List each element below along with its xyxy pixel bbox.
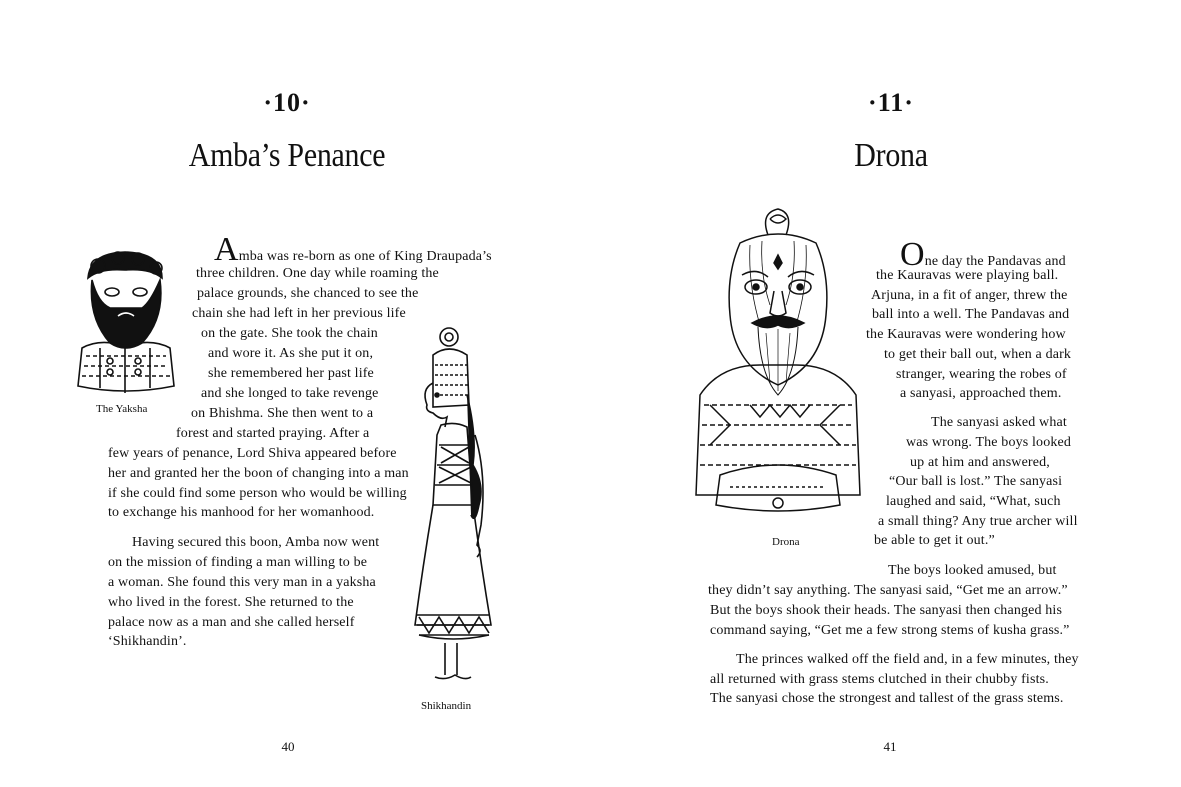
text-line: stranger, wearing the robes of [896, 367, 1067, 382]
chapter-number: ·11· [868, 88, 914, 117]
text-line: The sanyasi chose the strongest and tallest of the grass stems. [710, 691, 1064, 706]
drona-caption: Drona [772, 536, 800, 548]
text-line: “Our ball is lost.” The sanyasi [889, 474, 1063, 489]
text-line: be able to get it out.” [874, 533, 995, 548]
text-line: laughed and said, “What, such [886, 494, 1061, 509]
text-line: her and granted her the boon of changing into a man [108, 466, 409, 481]
text-line: on the gate. She took the chain [201, 326, 378, 341]
drop-cap: A [214, 231, 239, 268]
yaksha-caption: The Yaksha [96, 403, 148, 415]
drop-cap: O [900, 236, 925, 273]
text-line: was wrong. The boys looked [906, 435, 1072, 450]
text-line: on Bhishma. She then went to a [191, 406, 374, 421]
text-line: to get their ball out, when a dark [884, 347, 1072, 362]
text-line: on the mission of finding a man willing to be [108, 555, 368, 570]
text-line: and wore it. As she put it on, [208, 346, 374, 361]
text-line: palace now as a man and she called herself [108, 615, 355, 630]
text-line: the Kauravas were playing ball. [876, 268, 1059, 283]
text-line: The boys looked amused, but [888, 563, 1057, 578]
text-line: But the boys shook their heads. The sanyasi then changed his [710, 603, 1063, 618]
text-line: three children. One day while roaming the [196, 266, 439, 281]
yaksha-illustration [70, 248, 180, 398]
shikhandin-caption: Shikhandin [421, 700, 472, 712]
chapter-title: Drona [854, 137, 928, 174]
text-line: a sanyasi, approached them. [900, 386, 1062, 401]
page-number: 41 [883, 739, 897, 754]
drona-illustration [690, 205, 865, 525]
right-page [590, 0, 1181, 787]
text-line: a small thing? Any true archer will [878, 514, 1078, 529]
text-line: who lived in the forest. She returned to the [108, 595, 354, 610]
text-line: command saying, “Get me a few strong stems of kusha grass.” [710, 623, 1070, 638]
text-line: all returned with grass stems clutched in their chubby fists. [710, 672, 1049, 687]
text-line: Amba was re-born as one of King Draupada’s [214, 231, 492, 268]
text-line: The princes walked off the field and, in a few minutes, they [736, 652, 1079, 667]
text-line: ‘Shikhandin’. [108, 634, 187, 649]
page-number: 40 [281, 739, 295, 754]
text-line: to exchange his manhood for her womanhood. [108, 505, 375, 520]
text-line: they didn’t say anything. The sanyasi said, “Get me an arrow.” [708, 583, 1068, 598]
chapter-number: ·10· [263, 88, 311, 117]
text-line: few years of penance, Lord Shiva appeared before [108, 446, 397, 461]
text-line: a woman. She found this very man in a yaksha [108, 575, 376, 590]
left-page [0, 0, 590, 787]
text-line: ball into a well. The Pandavas and [872, 307, 1070, 322]
text-line: The sanyasi asked what [931, 415, 1067, 430]
text-line: forest and started praying. After a [176, 426, 370, 441]
chapter-title: Amba’s Penance [188, 137, 386, 174]
shikhandin-illustration [405, 325, 510, 685]
text-line: Having secured this boon, Amba now went [132, 535, 380, 550]
text-line: the Kauravas were wondering how [866, 327, 1066, 342]
text-line: she remembered her past life [208, 366, 374, 381]
text-line: if she could find some person who would be willing [108, 486, 407, 501]
text-line: chain she had left in her previous life [192, 306, 406, 321]
text-line: One day the Pandavas and [900, 236, 1066, 273]
text-line: Arjuna, in a fit of anger, threw the [871, 288, 1068, 303]
text-line: up at him and answered, [910, 455, 1050, 470]
text-line: and she longed to take revenge [201, 386, 379, 401]
text-line: palace grounds, she chanced to see the [197, 286, 419, 301]
